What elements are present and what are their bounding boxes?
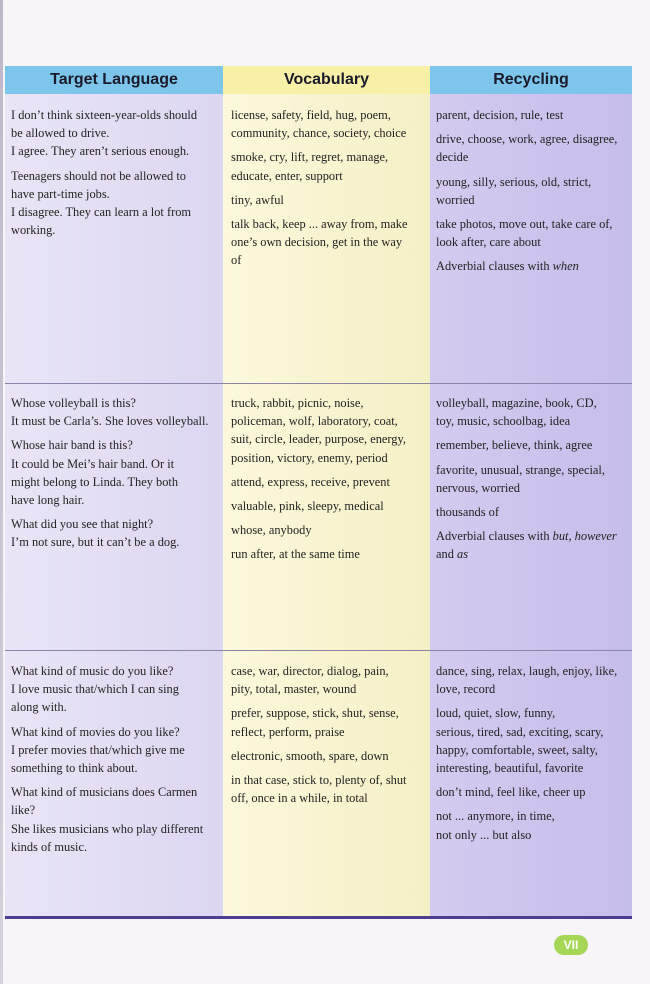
recycling-text: parent, decision, rule, test bbox=[436, 108, 564, 122]
grammar-note-text: and bbox=[436, 547, 454, 562]
recycling-text: young, silly, serious, old, strict, worried bbox=[436, 174, 592, 207]
vocabulary-text: prefer, suppose, stick, shut, sense, reflect, perform, praise bbox=[231, 706, 399, 739]
vocabulary-cell bbox=[231, 106, 425, 276]
vocabulary-text: truck, rabbit, picnic, noise, policeman, wolf, laboratory, coat, suit, circle, leader, purpose, energy, position, victory, enemy, period bbox=[231, 396, 406, 465]
grammar-note-text: Adverbial clauses with bbox=[436, 529, 553, 544]
recycling-text: not ... anymore, in time, not only ... but also bbox=[436, 809, 555, 842]
recycling-grammar-note bbox=[436, 527, 628, 563]
target-language-cell bbox=[11, 394, 217, 558]
vocabulary-cell bbox=[231, 394, 425, 570]
vocabulary-cell bbox=[231, 662, 425, 813]
target-language-text: What did you see that night? I’m not sure, but it can’t be a dog. bbox=[11, 517, 180, 550]
vocabulary-text: run after, at the same time bbox=[231, 547, 360, 562]
vocabulary-text: valuable, pink, sleepy, medical bbox=[231, 499, 384, 514]
table-header bbox=[5, 66, 632, 94]
vocabulary-text: tiny, awful bbox=[231, 192, 284, 207]
table-row bbox=[5, 106, 632, 382]
grammar-note-italic: but, however bbox=[552, 529, 617, 544]
vocabulary-text: case, war, director, dialog, pain, pity, total, master, wound bbox=[231, 664, 389, 697]
recycling-cell bbox=[436, 106, 628, 282]
recycling-text: loud, quiet, slow, funny, serious, tired, sad, exciting, scary, happy, comfortable, sweet, salty, interesting, beautiful, favorite bbox=[436, 706, 604, 776]
vocabulary-text: talk back, keep ... away from, make one’s own decision, get in the way of bbox=[231, 217, 408, 268]
grammar-note-italic: when bbox=[552, 259, 579, 274]
grammar-note-italic: as bbox=[457, 547, 469, 562]
recycling-text: drive, choose, work, agree, disagree, decide bbox=[436, 132, 618, 165]
target-language-cell bbox=[11, 662, 217, 862]
recycling-cell bbox=[436, 662, 628, 850]
recycling-cell bbox=[436, 394, 628, 570]
vocabulary-text: electronic, smooth, spare, down bbox=[231, 748, 389, 763]
header-vocabulary: Vocabulary bbox=[223, 66, 430, 94]
table-row bbox=[5, 394, 632, 650]
recycling-text: thousands of bbox=[436, 505, 499, 520]
summary-table bbox=[5, 66, 632, 919]
target-language-text: What kind of musicians does Carmen like? She likes musicians who play different kinds of music. bbox=[11, 785, 204, 854]
recycling-text: dance, sing, relax, laugh, enjoy, like, love, record bbox=[436, 664, 618, 697]
header-target-language: Target Language bbox=[5, 66, 223, 94]
recycling-text: volleyball, magazine, book, CD, toy, music, schoolbag, idea bbox=[436, 396, 597, 429]
grammar-note-text: Adverbial clauses with bbox=[436, 259, 553, 274]
target-language-text: Whose volleyball is this? It must be Carla’s. She loves volleyball. bbox=[11, 396, 209, 429]
header-recycling: Recycling bbox=[430, 66, 632, 94]
recycling-text: don’t mind, feel like, cheer up bbox=[436, 785, 586, 800]
table-row bbox=[5, 662, 632, 912]
target-language-text: Teenagers should not be allowed to have part-time jobs. I disagree. They can learn a lot from working. bbox=[11, 168, 192, 238]
target-language-text: What kind of movies do you like? I prefer movies that/which give me something to think about. bbox=[11, 724, 185, 776]
target-language-text: What kind of music do you like? I love music that/which I can sing along with. bbox=[11, 664, 179, 715]
page-edge bbox=[0, 0, 3, 984]
page-number-badge: VII bbox=[554, 935, 588, 955]
target-language-cell bbox=[11, 106, 217, 245]
target-language-text: I don’t think sixteen-year-olds should be allowed to drive. I agree. They aren’t serious enough. bbox=[11, 108, 198, 159]
recycling-grammar-note bbox=[436, 257, 628, 275]
recycling-text: favorite, unusual, strange, special, nervous, worried bbox=[436, 462, 605, 495]
row-divider bbox=[5, 383, 632, 384]
vocabulary-text: license, safety, field, hug, poem, community, chance, society, choice bbox=[231, 108, 407, 141]
vocabulary-text: attend, express, receive, prevent bbox=[231, 474, 390, 489]
target-language-text: Whose hair band is this? It could be Mei’s hair band. Or it might belong to Linda. They both have long hair. bbox=[11, 438, 179, 508]
vocabulary-text: whose, anybody bbox=[231, 523, 312, 538]
vocabulary-text: smoke, cry, lift, regret, manage, educate, enter, support bbox=[231, 150, 389, 183]
row-divider bbox=[5, 650, 632, 651]
recycling-text: take photos, move out, take care of, look after, care about bbox=[436, 217, 613, 250]
vocabulary-text: in that case, stick to, plenty of, shut off, once in a while, in total bbox=[231, 773, 407, 806]
recycling-text: remember, believe, think, agree bbox=[436, 438, 593, 453]
